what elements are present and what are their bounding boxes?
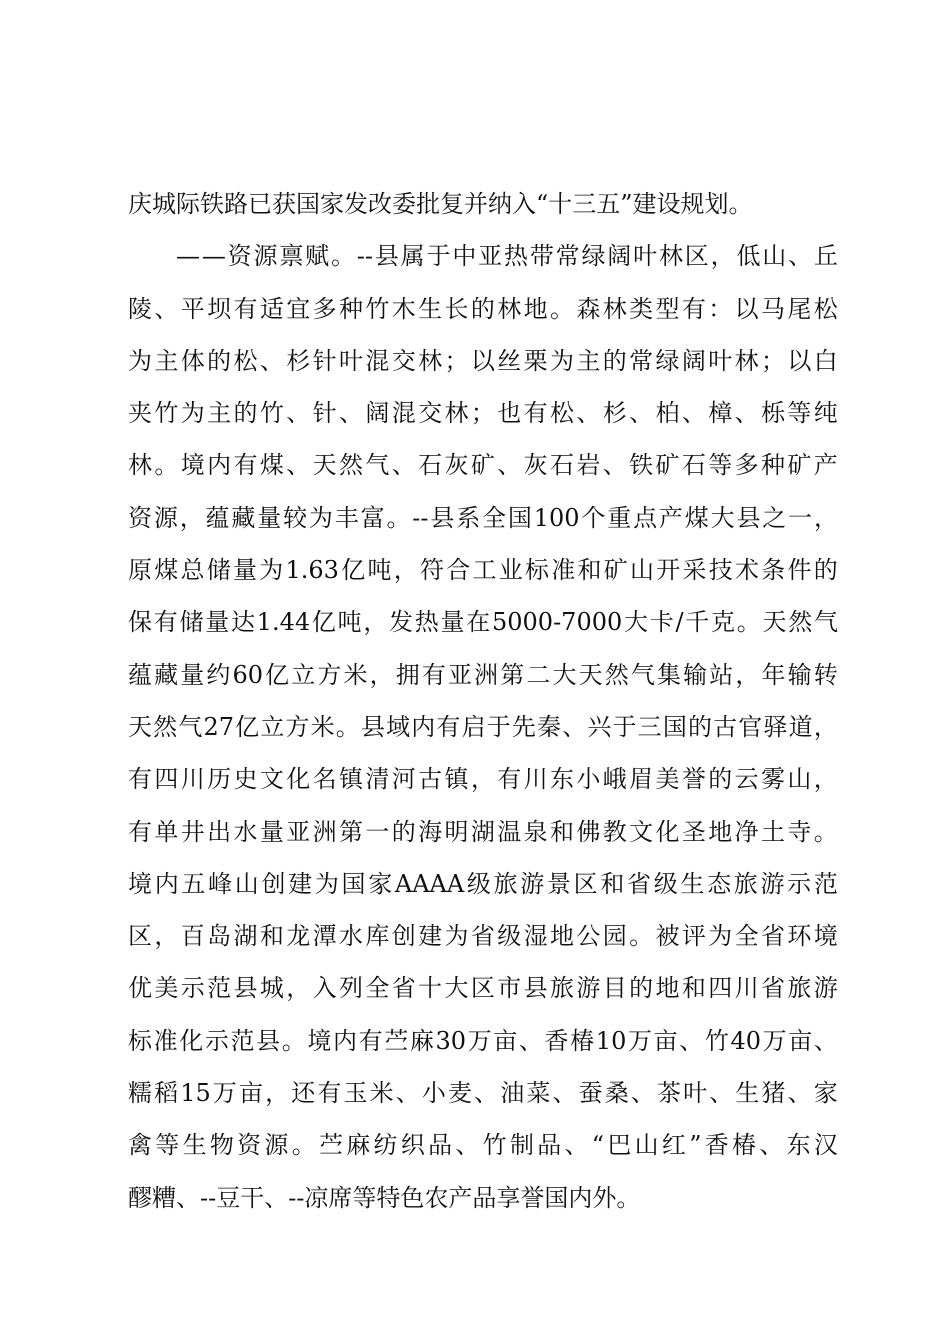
text-line: 禽 等 生 物 资 源 。 苎 麻 纺 织 品 、 竹 制 品 、 “ 巴 山 红 ” 香 椿 、 东 汉 xyxy=(128,1131,838,1160)
text-line: 标 准 化 示 范 县 。 境 内 有 苎 麻 30 万 亩 、 香 椿 10 万 亩 、 竹 40 万 亩 、 xyxy=(128,1026,838,1055)
body-text xyxy=(128,178,838,1224)
text-line: 有 四 川 历 史 文 化 名 镇 清 河 古 镇 ， 有 川 东 小 峨 眉 美 誉 的 云 雾 山 ， xyxy=(128,765,838,794)
text-line: 境 内 五 峰 山 创 建 为 国 家 AAAA 级 旅 游 景 区 和 省 级 生 态 旅 游 示 范 xyxy=(128,869,838,898)
text-line: 资 源 ， 蕴 藏 量 较 为 丰 富 。 -- 县 系 全 国 100 个 重 点 产 煤 大 县 之 一 ， xyxy=(128,503,838,532)
text-line: 天 然 气 27 亿 立 方 米 。 县 域 内 有 启 于 先 秦 、 兴 于 三 国 的 古 官 驿 道 ， xyxy=(128,712,838,741)
text-line: 原 煤 总 储 量 为 1.63 亿 吨 ， 符 合 工 业 标 准 和 矿 山 开 采 技 术 条 件 的 xyxy=(128,556,838,585)
text-line: 有 单 井 出 水 量 亚 洲 第 一 的 海 明 湖 温 泉 和 佛 教 文 化 圣 地 净 土 寺 。 xyxy=(128,817,838,846)
text-line: — — 资 源 禀 赋 。 -- 县 属 于 中 亚 热 带 常 绿 阔 叶 林 区 ， 低 山 、 丘 xyxy=(176,242,838,271)
text-line: 保 有 储 量 达 1.44 亿 吨 ， 发 热 量 在 5000-7000 大 卡 / 千 克 。 天 然 气 xyxy=(128,608,838,637)
text-line: 林 。 境 内 有 煤 、 天 然 气 、 石 灰 矿 、 灰 石 岩 、 铁 矿 石 等 多 种 矿 产 xyxy=(128,451,838,480)
text-line: 区 ， 百 岛 湖 和 龙 潭 水 库 创 建 为 省 级 湿 地 公 园 。 被 评 为 全 省 环 境 xyxy=(128,922,838,951)
text-line: 陵 、 平 坝 有 适 宜 多 种 竹 木 生 长 的 林 地 。 森 林 类 型 有 ： 以 马 尾 松 xyxy=(128,294,838,323)
text-line: 庆城际铁路已获国家发改委批复并纳入“十三五”建设规划。 xyxy=(128,190,753,218)
text-line: 糯 稻 15 万 亩 ， 还 有 玉 米 、 小 麦 、 油 菜 、 蚕 桑 、 茶 叶 、 生 猪 、 家 xyxy=(128,1079,838,1108)
text-line: 蕴 藏 量 约 60 亿 立 方 米 ， 拥 有 亚 洲 第 二 大 天 然 气 集 输 站 ， 年 输 转 xyxy=(128,660,838,689)
text-line: 优 美 示 范 县 城 ， 入 列 全 省 十 大 区 市 县 旅 游 目 的 地 和 四 川 省 旅 游 xyxy=(128,974,838,1003)
text-line: 醪糟、--豆干、--凉席等特色农产品享誉国内外。 xyxy=(128,1183,641,1212)
text-line: 夹 竹 为 主 的 竹 、 针 、 阔 混 交 林 ； 也 有 松 、 杉 、 柏 、 樟 、 栎 等 纯 xyxy=(128,399,838,428)
text-line: 为 主 体 的 松 、 杉 针 叶 混 交 林 ； 以 丝 栗 为 主 的 常 绿 阔 叶 林 ； 以 白 xyxy=(128,346,838,375)
